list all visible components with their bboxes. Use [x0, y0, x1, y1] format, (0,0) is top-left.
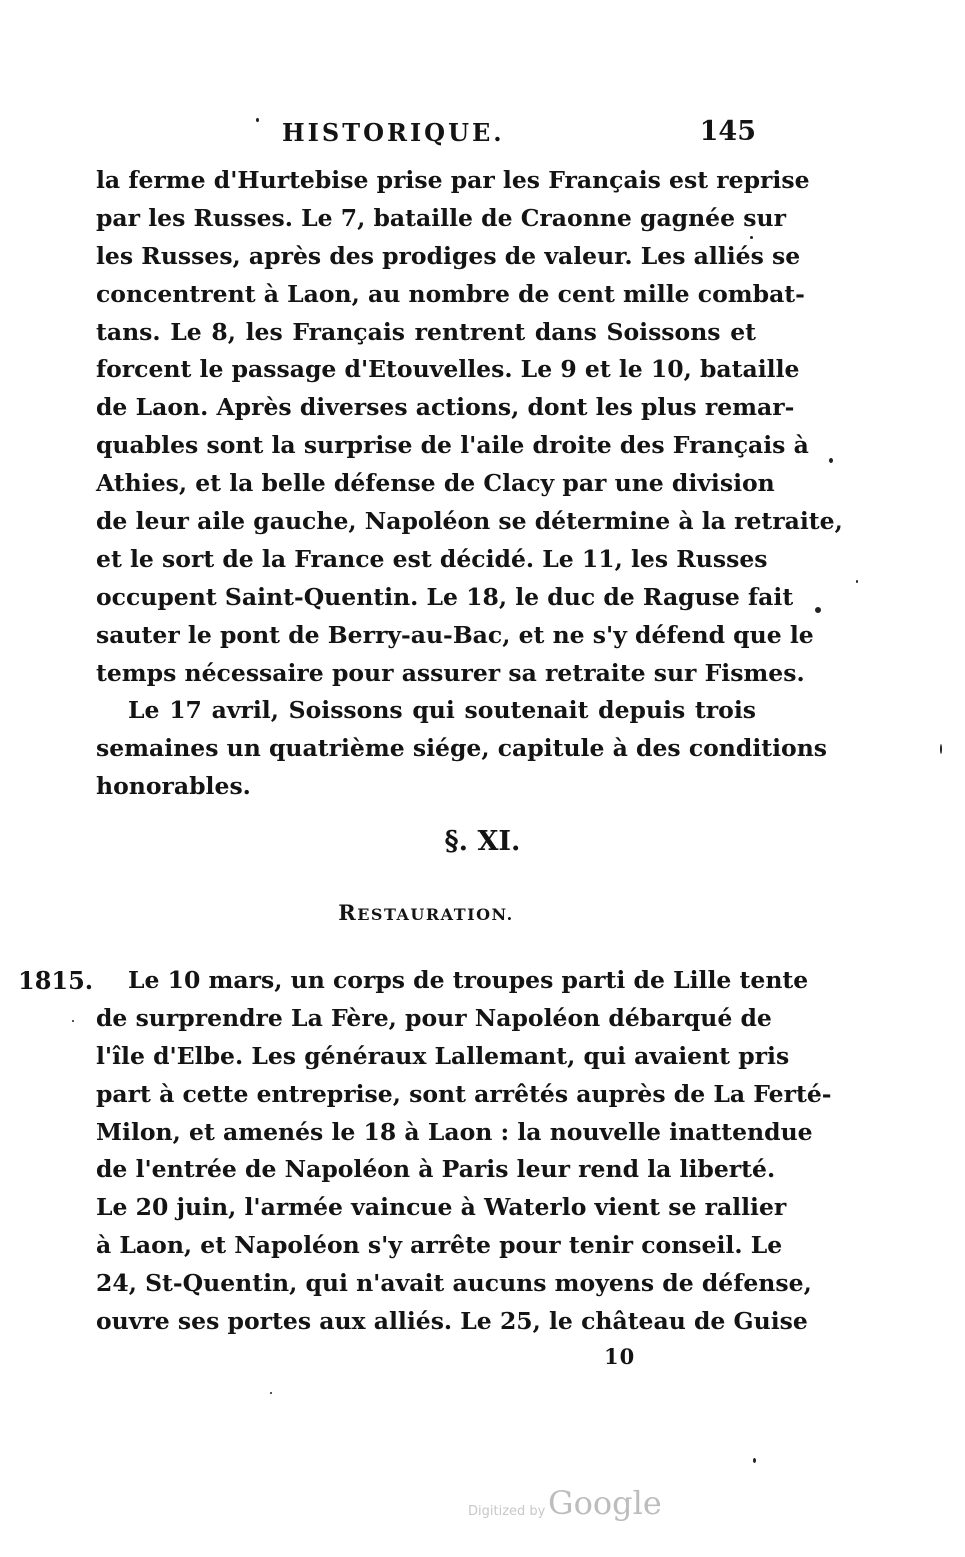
running-title: HISTORIQUE. [282, 118, 505, 147]
text-line: sauter le pont de Berry-au-Bac, et ne s'y défend que le [96, 620, 814, 649]
signature-mark: 10 [604, 1344, 636, 1369]
text-line: de leur aile gauche, Napoléon se détermine à la retraite, [96, 507, 843, 536]
text-line: temps nécessaire pour assurer sa retraite sur Fismes. [96, 658, 805, 687]
ink-speck [940, 744, 942, 754]
digitized-prefix: Digitized by [468, 1504, 546, 1519]
text-line: semaines un quatrième siége, capitule à des conditions [96, 734, 828, 763]
section-number: §. XI. [444, 826, 521, 857]
marginal-year: 1815. [18, 966, 94, 995]
text-line: la ferme d'Hurtebise prise par les Français est reprise [96, 166, 810, 194]
paragraph-restauration [96, 962, 832, 1341]
text-line: quables sont la surprise de l'aile droite des Français à [96, 431, 809, 460]
text-line: à Laon, et Napoléon s'y arrête pour tenir conseil. Le [96, 1231, 783, 1260]
text-line: ouvre ses portes aux alliés. Le 25, le château de Guise [96, 1307, 808, 1336]
text-line: par les Russes. Le 7, bataille de Craonne gagnée sur [96, 203, 786, 232]
text-line: part à cette entreprise, sont arrêtés auprès de La Ferté- [96, 1079, 832, 1108]
running-header [96, 118, 756, 152]
page-number: 145 [699, 116, 756, 147]
section-title-rest: ESTAURATION. [357, 905, 514, 924]
ink-speck [256, 118, 259, 122]
text-line: l'île d'Elbe. Les généraux Lallemant, qui avaient pris [96, 1041, 790, 1070]
text-line: 24, St-Quentin, qui n'avait aucuns moyens de défense, [96, 1269, 812, 1298]
text-line: Le 10 mars, un corps de troupes parti de Lille tente [128, 966, 809, 994]
text-line: forcent le passage d'Etouvelles. Le 9 et le 10, bataille [96, 355, 800, 384]
section-title [0, 900, 852, 925]
text-line: occupent Saint-Quentin. Le 18, le duc de Raguse fait [96, 582, 794, 611]
ink-speck [829, 458, 833, 463]
ink-speck [753, 1458, 756, 1463]
text-line: tans. Le 8, les Français rentrent dans Soissons et [96, 317, 756, 346]
text-line: les Russes, après des prodiges de valeur. Les alliés se [96, 241, 801, 270]
google-logo: Google [548, 1484, 662, 1522]
text-line: honorables. [96, 772, 251, 801]
ink-speck [815, 607, 821, 613]
ink-speck [72, 1020, 74, 1022]
text-line: Athies, et la belle défense de Clacy par une division [96, 469, 775, 498]
ink-speck [750, 236, 753, 239]
text-line: Le 20 juin, l'armée vaincue à Waterlo vient se rallier [96, 1193, 787, 1222]
text-line: Milon, et amenés le 18 à Laon : la nouvelle inattendue [96, 1117, 813, 1146]
paragraph-main-text [96, 162, 843, 806]
text-line: concentrent à Laon, au nombre de cent mille combat- [96, 279, 805, 308]
text-line: de l'entrée de Napoléon à Paris leur rend la liberté. [96, 1155, 776, 1184]
text-line: et le sort de la France est décidé. Le 11, les Russes [96, 544, 768, 573]
ink-speck [856, 580, 858, 583]
text-line: de Laon. Après diverses actions, dont les plus remar- [96, 393, 795, 422]
digitized-watermark [468, 1484, 668, 1524]
text-line: de surprendre La Fère, pour Napoléon débarqué de [96, 1003, 772, 1032]
section-title-initial: R [338, 900, 358, 925]
text-line: Le 17 avril, Soissons qui soutenait depuis trois [128, 696, 756, 725]
ink-speck [270, 1392, 272, 1394]
